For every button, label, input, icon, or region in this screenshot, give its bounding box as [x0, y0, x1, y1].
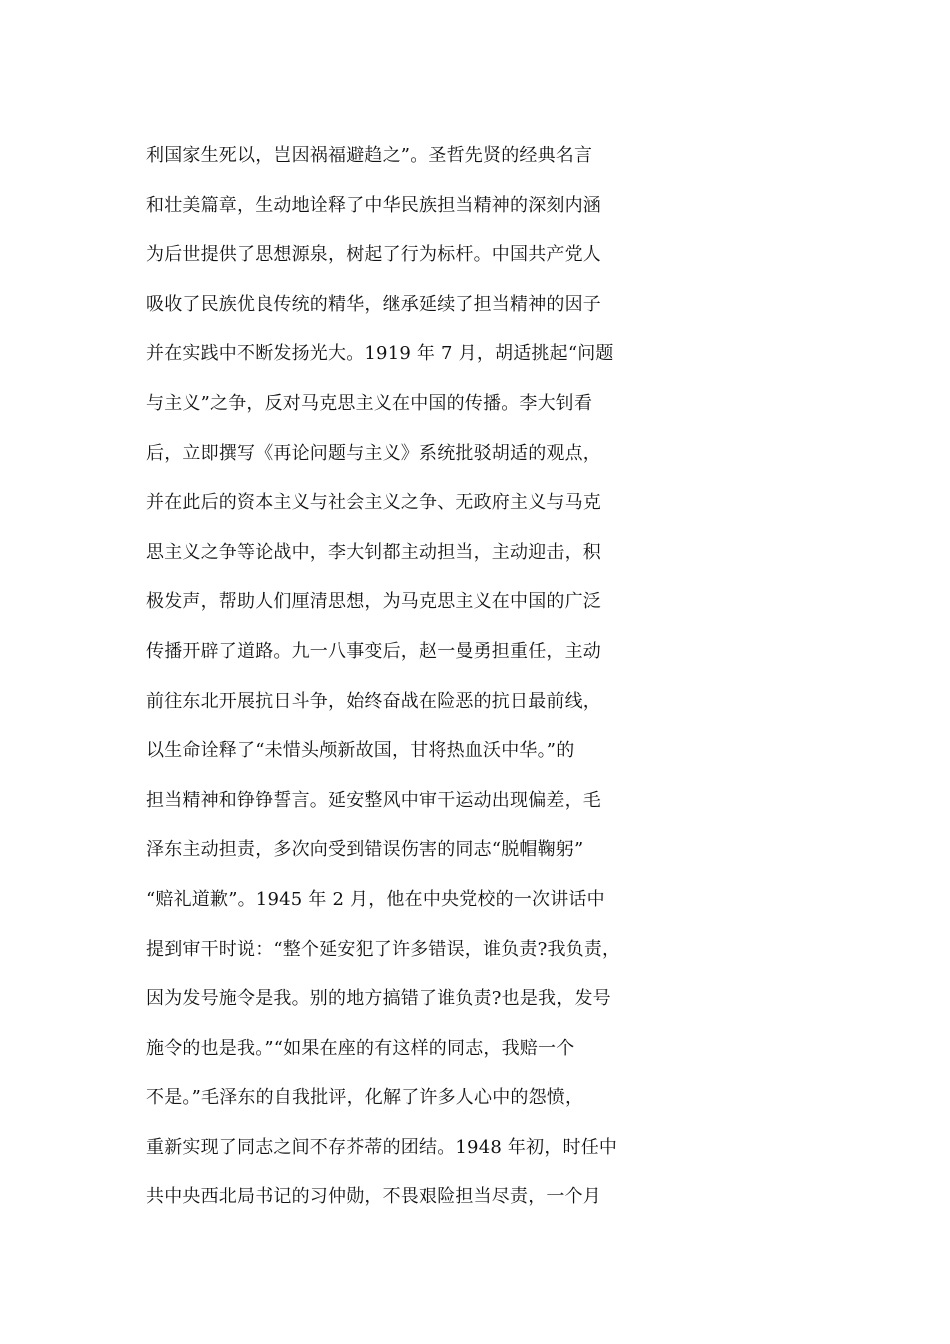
text-line: 思主义之争等论战中，李大钊都主动担当，主动迎击，积	[146, 541, 601, 563]
text-line: 因为发号施令是我。别的地方搞错了谁负责?也是我，发号	[146, 988, 611, 1010]
text-line: 与主义”之争，反对马克思主义在中国的传播。李大钊看	[146, 392, 593, 414]
text-line: 传播开辟了道路。九一八事变后，赵一曼勇担重任，主动	[146, 640, 601, 662]
text-line: 提到审干时说：“整个延安犯了许多错误，谁负责?我负责，	[146, 938, 621, 960]
text-line: 为后世提供了思想源泉，树起了行为标杆。中国共产党人	[146, 244, 601, 266]
text-line: 后，立即撰写《再论问题与主义》系统批驳胡适的观点，	[146, 442, 601, 464]
body-paragraph	[146, 131, 846, 1222]
text-line: 以生命诠释了“未惜头颅新故国，甘将热血沃中华。”的	[146, 740, 575, 762]
text-line: 并在实践中不断发扬光大。1919 年 7 月，胡适挑起“问题	[146, 343, 614, 365]
text-line: 泽东主动担责，多次向受到错误伤害的同志“脱帽鞠躬”	[146, 839, 584, 861]
text-line: 极发声，帮助人们厘清思想，为马克思主义在中国的广泛	[146, 591, 601, 613]
text-line: 施令的也是我。”“如果在座的有这样的同志，我赔一个	[146, 1037, 575, 1059]
text-line: 吸收了民族优良传统的精华，继承延续了担当精神的因子	[146, 293, 601, 315]
text-line: 担当精神和铮铮誓言。延安整风中审干运动出现偏差，毛	[146, 789, 601, 811]
text-line: “赔礼道歉”。1945 年 2 月，他在中央党校的一次讲话中	[146, 888, 605, 910]
text-line: 不是。”毛泽东的自我批评，化解了许多人心中的怨愤，	[146, 1087, 584, 1109]
text-line: 重新实现了同志之间不存芥蒂的团结。1948 年初，时任中	[146, 1136, 618, 1158]
text-line: 共中央西北局书记的习仲勋，不畏艰险担当尽责，一个月	[146, 1186, 601, 1208]
text-line: 前往东北开展抗日斗争，始终奋战在险恶的抗日最前线，	[146, 690, 601, 712]
text-line: 并在此后的资本主义与社会主义之争、无政府主义与马克	[146, 492, 601, 514]
text-line: 利国家生死以，岂因祸福避趋之”。圣哲先贤的经典名言	[146, 145, 593, 166]
text-line: 和壮美篇章，生动地诠释了中华民族担当精神的深刻内涵	[146, 194, 601, 216]
